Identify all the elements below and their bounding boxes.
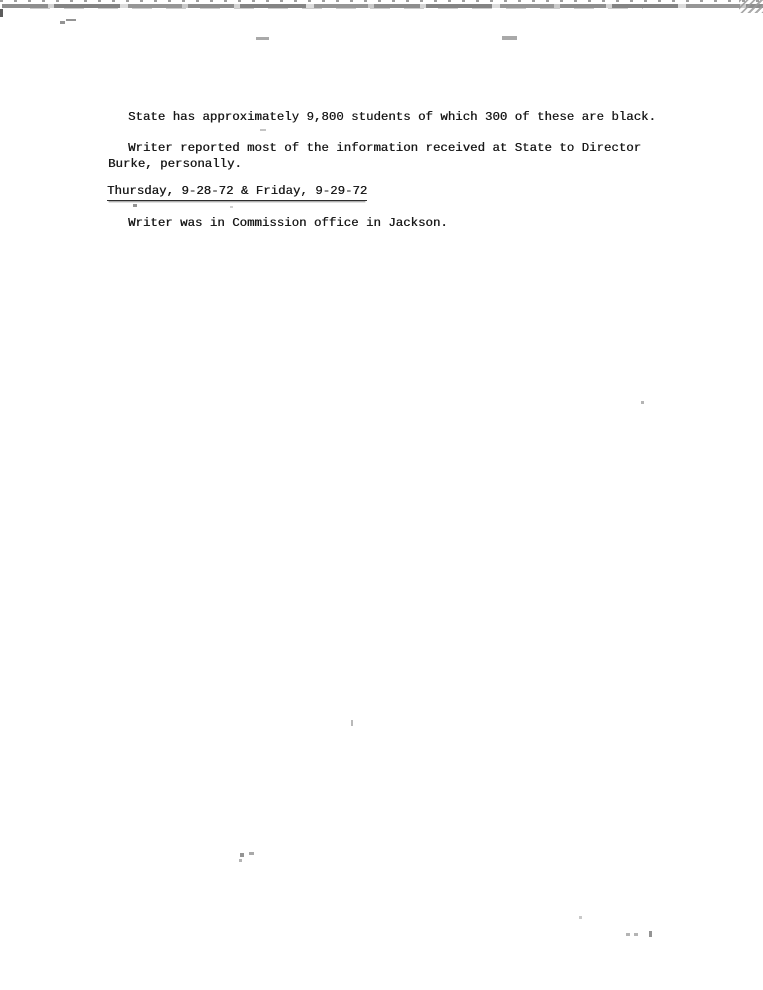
scan-speck bbox=[260, 129, 266, 131]
scan-speck bbox=[249, 852, 254, 855]
scan-left-edge-mark bbox=[0, 9, 3, 17]
scan-speck bbox=[256, 37, 269, 40]
scan-speck bbox=[641, 401, 644, 404]
scan-speck bbox=[66, 19, 76, 21]
paragraph-line-1: State has approximately 9,800 students of which 300 of these are black. bbox=[128, 110, 656, 124]
scan-speck bbox=[60, 21, 65, 24]
scan-speck bbox=[502, 36, 517, 40]
paragraph-line-2: Writer reported most of the information received at State to Director bbox=[128, 141, 642, 155]
scan-speck bbox=[649, 931, 652, 937]
scan-speck bbox=[579, 916, 582, 919]
scan-speck bbox=[351, 720, 353, 726]
scan-speck bbox=[240, 853, 244, 857]
date-heading: Thursday, 9-28-72 & Friday, 9-29-72 bbox=[107, 184, 367, 201]
scan-speck bbox=[634, 933, 638, 936]
scan-speck bbox=[626, 933, 630, 936]
scan-speck bbox=[239, 859, 242, 862]
scan-corner-smudge bbox=[739, 0, 763, 13]
scan-edge-dots bbox=[0, 0, 763, 2]
scan-speck bbox=[133, 204, 137, 207]
scan-speck bbox=[230, 206, 233, 208]
scan-edge-line-faint bbox=[30, 8, 643, 9]
paragraph-line-4: Writer was in Commission office in Jackson. bbox=[128, 216, 448, 230]
paragraph-line-3: Burke, personally. bbox=[108, 157, 242, 171]
